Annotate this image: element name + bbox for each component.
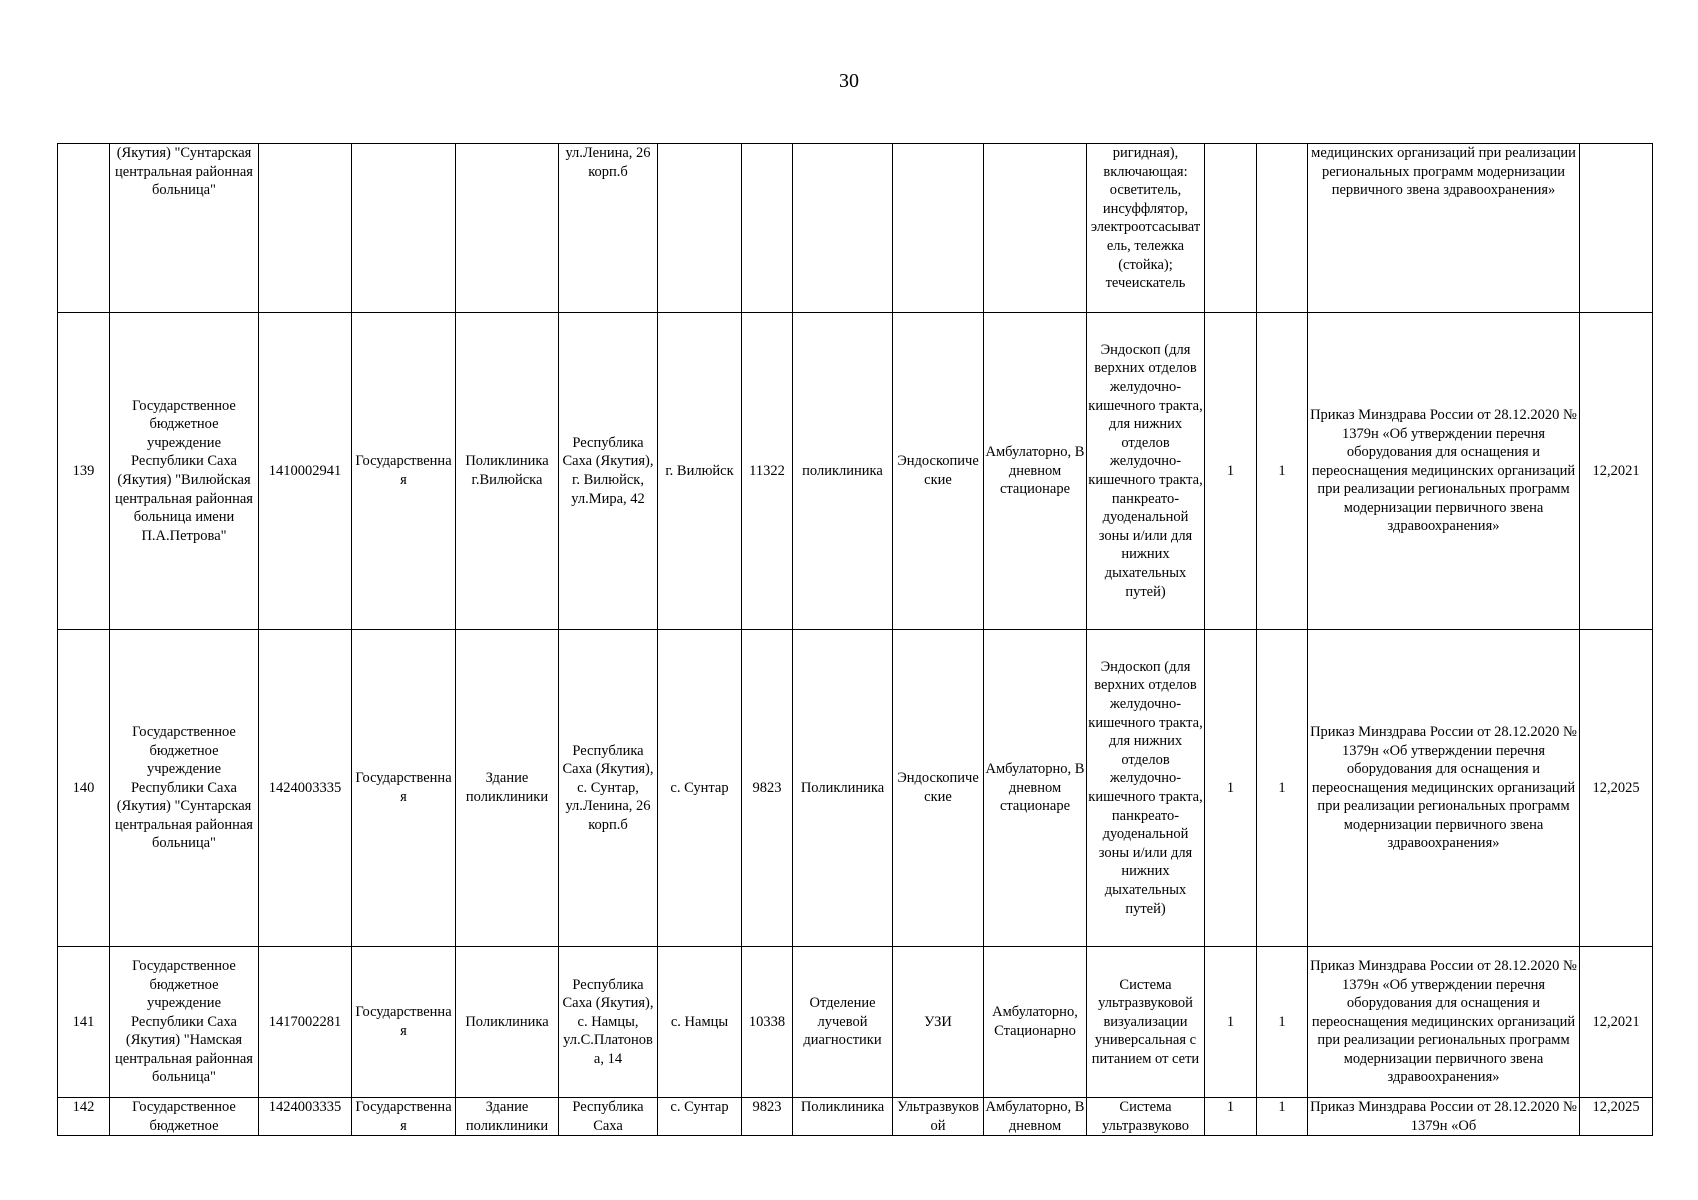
cell-equipment-type: Ультразвуковой: [893, 1098, 984, 1136]
cell-building: Здание поликлиники: [456, 1098, 559, 1136]
cell-address: Республика Саха (Якутия), с. Сунтар, ул.Ленина, 26 корп.б: [559, 630, 658, 947]
cell-code: [742, 144, 793, 313]
cell-equipment: Система ультразвуково: [1087, 1098, 1205, 1136]
cell-basis: Приказ Минздрава России от 28.12.2020 № 1379н «Об утверждении перечня оборудования для оснащения и переоснащения медицинских организаций при реализации региональных программ модернизации первичного звена здравоохранения»: [1308, 630, 1580, 947]
cell-num: [58, 144, 110, 313]
cell-date: [1580, 144, 1653, 313]
cell-ownership: Государственная: [352, 947, 456, 1098]
table-row: [58, 144, 1653, 313]
cell-num: 139: [58, 313, 110, 630]
cell-code: 10338: [742, 947, 793, 1098]
cell-ownership: Государственная: [352, 630, 456, 947]
cell-organization: Государственное бюджетное учреждение Республики Саха (Якутия) "Намская центральная районная больница": [110, 947, 259, 1098]
cell-inn: [259, 144, 352, 313]
cell-locality: с. Сунтар: [658, 1098, 742, 1136]
cell-equipment-type: УЗИ: [893, 947, 984, 1098]
cell-locality: с. Сунтар: [658, 630, 742, 947]
cell-ownership: Государственная: [352, 1098, 456, 1136]
cell-num: 141: [58, 947, 110, 1098]
cell-equipment: Эндоскоп (для верхних отделов желудочно-кишечного тракта, для нижних отделов желудочно-кишечного тракта, панкреато-дуоденальной зоны и/или для нижних дыхательных путей): [1087, 313, 1205, 630]
cell-building: [456, 144, 559, 313]
cell-qty-2: 1: [1257, 630, 1308, 947]
page-number: 30: [839, 70, 859, 92]
table-row: [58, 313, 1653, 630]
cell-care-form: Амбулаторно, В дневном стационаре: [984, 630, 1087, 947]
cell-code: 9823: [742, 630, 793, 947]
cell-qty-1: 1: [1205, 313, 1257, 630]
cell-basis: Приказ Минздрава России от 28.12.2020 № 1379н «Об: [1308, 1098, 1580, 1136]
cell-address: Республика Саха: [559, 1098, 658, 1136]
cell-qty-2: [1257, 144, 1308, 313]
cell-equipment-type: Эндоскопические: [893, 313, 984, 630]
cell-building: Поликлиника: [456, 947, 559, 1098]
cell-date: 12,2025: [1580, 630, 1653, 947]
cell-code: 9823: [742, 1098, 793, 1136]
cell-unit: Поликлиника: [793, 630, 893, 947]
cell-num: 140: [58, 630, 110, 947]
cell-qty-2: 1: [1257, 1098, 1308, 1136]
cell-date: 12,2021: [1580, 947, 1653, 1098]
cell-organization: Государственное бюджетное: [110, 1098, 259, 1136]
cell-building: Здание поликлиники: [456, 630, 559, 947]
cell-qty-1: [1205, 144, 1257, 313]
cell-inn: 1424003335: [259, 1098, 352, 1136]
table-row: [58, 947, 1653, 1098]
cell-equipment: Эндоскоп (для верхних отделов желудочно-кишечного тракта, для нижних отделов желудочно-кишечного тракта, панкреато-дуоденальной зоны и/или для нижних дыхательных путей): [1087, 630, 1205, 947]
cell-basis: медицинских организаций при реализации региональных программ модернизации первичного звена здравоохранения»: [1308, 144, 1580, 313]
cell-address: Республика Саха (Якутия), г. Вилюйск, ул.Мира, 42: [559, 313, 658, 630]
cell-inn: 1424003335: [259, 630, 352, 947]
cell-ownership: [352, 144, 456, 313]
cell-locality: г. Вилюйск: [658, 313, 742, 630]
cell-qty-1: 1: [1205, 1098, 1257, 1136]
cell-building: Поликлиника г.Вилюйска: [456, 313, 559, 630]
table-row: [58, 630, 1653, 947]
cell-date: 12,2025: [1580, 1098, 1653, 1136]
cell-code: 11322: [742, 313, 793, 630]
cell-locality: [658, 144, 742, 313]
cell-inn: 1410002941: [259, 313, 352, 630]
cell-locality: с. Намцы: [658, 947, 742, 1098]
cell-ownership: Государственная: [352, 313, 456, 630]
cell-care-form: Амбулаторно, В дневном: [984, 1098, 1087, 1136]
cell-address: ул.Ленина, 26 корп.б: [559, 144, 658, 313]
cell-qty-1: 1: [1205, 630, 1257, 947]
cell-care-form: Амбулаторно, Стационарно: [984, 947, 1087, 1098]
cell-equipment-type: [893, 144, 984, 313]
cell-qty-1: 1: [1205, 947, 1257, 1098]
equipment-table: [57, 143, 1653, 1136]
cell-organization: (Якутия) "Сунтарская центральная районная больница": [110, 144, 259, 313]
cell-qty-2: 1: [1257, 313, 1308, 630]
cell-qty-2: 1: [1257, 947, 1308, 1098]
cell-basis: Приказ Минздрава России от 28.12.2020 № 1379н «Об утверждении перечня оборудования для оснащения и переоснащения медицинских организаций при реализации региональных программ модернизации первичного звена здравоохранения»: [1308, 947, 1580, 1098]
cell-basis: Приказ Минздрава России от 28.12.2020 № 1379н «Об утверждении перечня оборудования для оснащения и переоснащения медицинских организаций при реализации региональных программ модернизации первичного звена здравоохранения»: [1308, 313, 1580, 630]
cell-date: 12,2021: [1580, 313, 1653, 630]
cell-unit: [793, 144, 893, 313]
cell-care-form: [984, 144, 1087, 313]
cell-num: 142: [58, 1098, 110, 1136]
cell-equipment-type: Эндоскопические: [893, 630, 984, 947]
cell-unit: поликлиника: [793, 313, 893, 630]
cell-equipment: Система ультразвуковой визуализации универсальная с питанием от сети: [1087, 947, 1205, 1098]
table-row: [58, 1098, 1653, 1136]
cell-unit: Отделение лучевой диагностики: [793, 947, 893, 1098]
cell-care-form: Амбулаторно, В дневном стационаре: [984, 313, 1087, 630]
cell-unit: Поликлиника: [793, 1098, 893, 1136]
cell-inn: 1417002281: [259, 947, 352, 1098]
cell-organization: Государственное бюджетное учреждение Республики Саха (Якутия) "Сунтарская центральная районная больница": [110, 630, 259, 947]
cell-address: Республика Саха (Якутия), с. Намцы, ул.С.Платонова, 14: [559, 947, 658, 1098]
cell-organization: Государственное бюджетное учреждение Республики Саха (Якутия) "Вилюйская центральная районная больница имени П.А.Петрова": [110, 313, 259, 630]
cell-equipment: ригидная), включающая: осветитель, инсуффлятор, электроотсасыватель, тележка (стойка); течеискатель: [1087, 144, 1205, 313]
